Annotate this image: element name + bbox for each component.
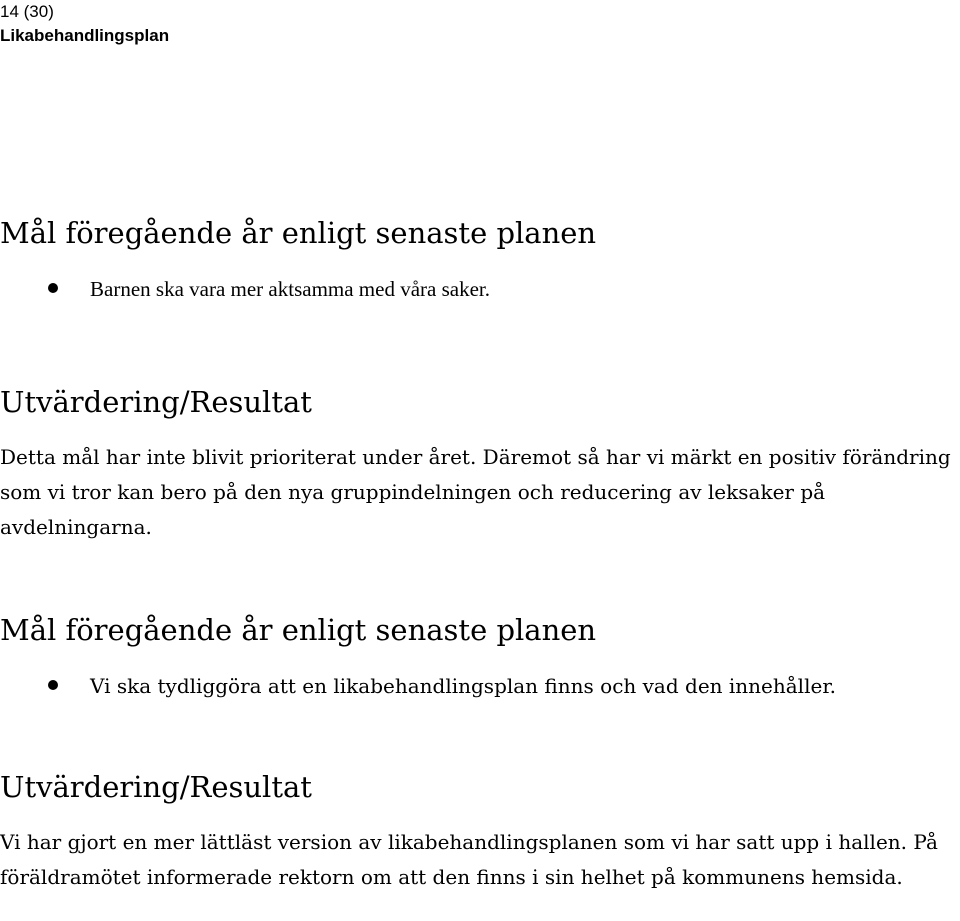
goal-section-1	[0, 213, 960, 303]
page-header	[0, 0, 169, 48]
goal-item	[0, 672, 960, 700]
section-heading: Utvärdering/Resultat	[0, 770, 312, 804]
goal-list	[0, 275, 960, 303]
evaluation-section-2	[0, 767, 960, 895]
goal-list	[0, 672, 960, 700]
evaluation-text: Detta mål har inte blivit prioriterat under året. Däremot så har vi märkt en positiv förändring som vi tror kan bero på den nya gruppindelningen och reducering av leksaker på avdelningarna.	[0, 445, 951, 539]
bullet-icon	[48, 283, 58, 293]
bullet-icon	[48, 680, 58, 690]
evaluation-section-1	[0, 382, 960, 545]
section-heading: Mål föregående år enligt senaste planen	[0, 613, 597, 647]
goal-text: Vi ska tydliggöra att en likabehandlingsplan finns och vad den innehåller.	[90, 674, 837, 698]
document-title: Likabehandlingsplan	[0, 26, 170, 45]
goal-text: Barnen ska vara mer aktsamma med våra saker.	[90, 277, 490, 301]
section-heading: Utvärdering/Resultat	[0, 385, 312, 419]
section-heading: Mål föregående år enligt senaste planen	[0, 216, 597, 250]
goal-item	[0, 275, 960, 303]
evaluation-text: Vi har gjort en mer lättläst version av likabehandlingsplanen som vi har satt upp i hallen. På föräldramötet informerade rektorn om att den finns i sin helhet på kommunens hemsida.	[0, 830, 938, 889]
page-number: 14 (30)	[0, 2, 54, 21]
goal-section-2	[0, 610, 960, 700]
